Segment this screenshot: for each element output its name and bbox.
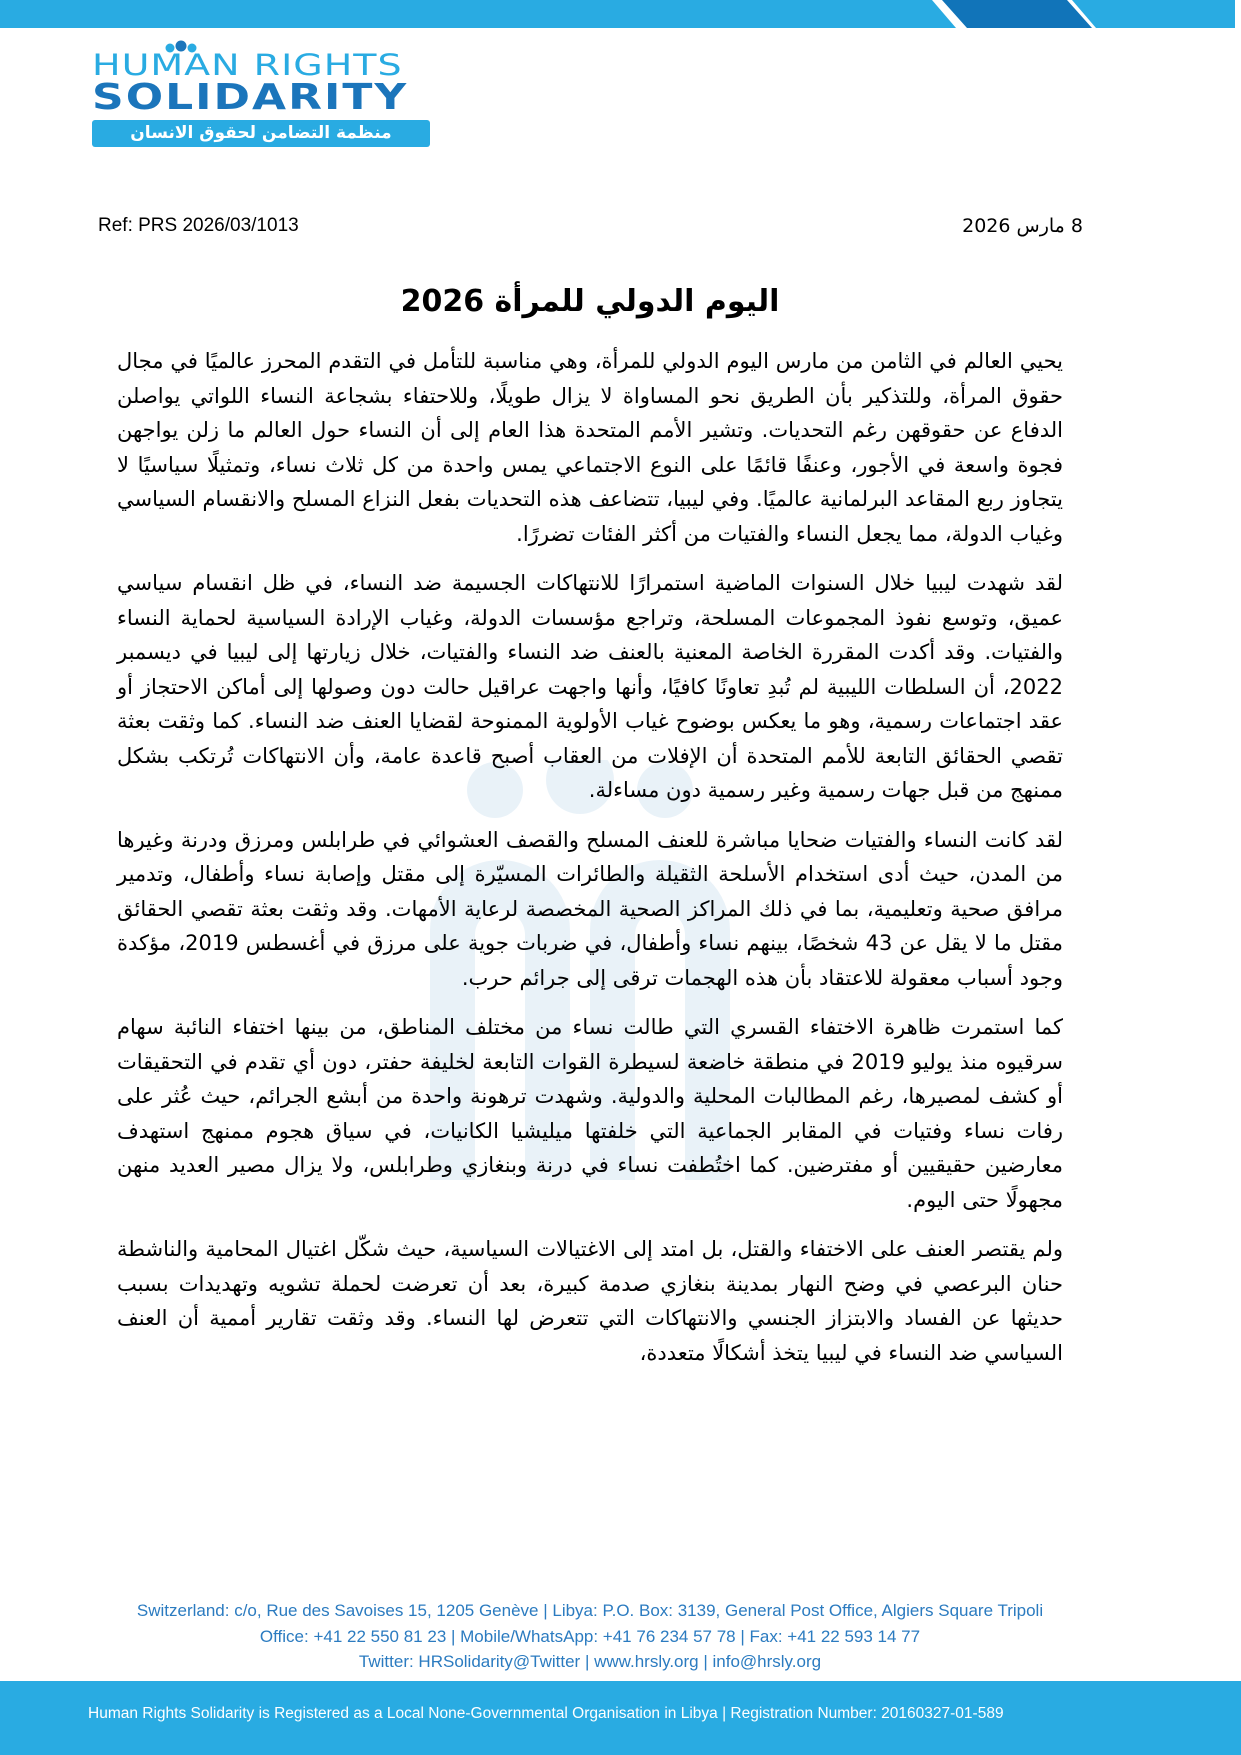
organization-logo xyxy=(92,40,432,150)
footer-contact xyxy=(0,1598,1180,1675)
logo-line-2: SOLIDARITY xyxy=(92,76,409,118)
document-date: 8 مارس 2026 xyxy=(962,215,1083,237)
footer-address: Switzerland: c/o, Rue des Savoises 15, 1205 Genève | Libya: P.O. Box: 3139, General Post Office, Algiers Square Tripoli xyxy=(136,1601,1044,1620)
band-stripe-icon xyxy=(0,0,1235,28)
footer-band xyxy=(0,1681,1241,1755)
reference-number: Ref: PRS 2026/03/1013 xyxy=(98,215,299,236)
top-decorative-band xyxy=(0,0,1235,28)
logo-arabic-tagline: منظمة التضامن لحقوق الانسان xyxy=(92,120,430,147)
document-body xyxy=(117,344,1063,1385)
page-title: اليوم الدولي للمرأة 2026 xyxy=(400,284,780,319)
footer-web-links: Twitter: HRSolidarity@Twitter | www.hrsly.org | info@hrsly.org xyxy=(358,1652,822,1671)
body-paragraph: يحيي العالم في الثامن من مارس اليوم الدولي للمرأة، وهي مناسبة للتأمل في التقدم المحرز عالميًا في مجال حقوق المرأة، وللتذكير بأن الطريق نحو المساواة لا يزال طويلًا، وللاحتفاء بشجاعة النساء اللواتي يواصلن الدفاع عن حقوقهن رغم التحديات. وتشير الأمم المتحدة هذا العام إلى أن النساء حول العالم ما زلن يواجهن فجوة واسعة في الأجور، وعنفًا قائمًا على النوع الاجتماعي يمس واحدة من كل ثلاث نساء، وتمثيلًا سياسيًا لا يتجاوز ربع المقاعد البرلمانية عالميًا. وفي ليبيا، تتضاعف هذه التحديات بفعل النزاع المسلح والانقسام السياسي وغياب الدولة، مما يجعل النساء والفتيات من أكثر الفئات تضررًا. xyxy=(117,349,1063,546)
body-paragraph: لقد شهدت ليبيا خلال السنوات الماضية استمرارًا للانتهاكات الجسيمة ضد النساء، في ظل انقسام سياسي عميق، وتوسع نفوذ المجموعات المسلحة، وتراجع مؤسسات الدولة، وغياب الإرادة السياسية لحماية النساء والفتيات. وقد أكدت المقررة الخاصة المعنية بالعنف ضد النساء والفتيات، خلال زيارتها إلى ليبيا في ديسمبر 2022، أن السلطات الليبية لم تُبدِ تعاونًا كافيًا، وأنها واجهت عراقيل حالت دون وصولها إلى أماكن الاحتجاز أو عقد اجتماعات رسمية، وهو ما يعكس بوضوح غياب الأولوية الممنوحة لقضايا العنف ضد النساء. كما وثقت بعثة تقصي الحقائق التابعة للأمم المتحدة أن الإفلات من العقاب أصبح قاعدة عامة، وأن الانتهاكات تُرتكب بشكل ممنهج من قبل جهات رسمية وغير رسمية دون مساءلة. xyxy=(117,571,1063,802)
body-paragraph: كما استمرت ظاهرة الاختفاء القسري التي طالت نساء من مختلف المناطق، من بينها اختفاء النائبة سهام سرقيوه منذ يوليو 2019 في منطقة خاضعة لسيطرة القوات التابعة لخليفة حفتر، دون أي تقدم في التحقيقات أو كشف لمصيرها، رغم المطالبات المحلية والدولية. وشهدت ترهونة واحدة من أبشع الجرائم، حيث عُثر على رفات نساء وفتيات في المقابر الجماعية التي خلفتها ميليشيا الكانيات، في سياق هجوم ممنهج استهدف معارضين حقيقيين أو مفترضين. كما اختُطفت نساء في درنة وبنغازي وطرابلس، ولا يزال مصير العديد منهن مجهولًا حتى اليوم. xyxy=(117,1015,1063,1212)
footer-phones: Office: +41 22 550 81 23 | Mobile/WhatsApp: +41 76 234 57 78 | Fax: +41 22 593 14 77 xyxy=(259,1626,921,1646)
body-paragraph: ولم يقتصر العنف على الاختفاء والقتل، بل امتد إلى الاغتيالات السياسية، حيث شكّل اغتيال المحامية والناشطة حنان البرعصي في وضح النهار بمدينة بنغازي صدمة كبيرة، بعد أن تعرضت لحملة تشويه وتهديدات بسبب حديثها عن الفساد والابتزاز الجنسي والانتهاكات التي تتعرض لها النساء. وقد وثقت تقارير أممية أن العنف السياسي ضد النساء في ليبيا يتخذ أشكالًا متعددة، xyxy=(117,1237,1063,1365)
body-paragraph: لقد كانت النساء والفتيات ضحايا مباشرة للعنف المسلح والقصف العشوائي في طرابلس ومرزق ودرنة وغيرها من المدن، حيث أدى استخدام الأسلحة الثقيلة والطائرات المسيّرة إلى مقتل وإصابة نساء وأطفال، وتدمير مرافق صحية وتعليمية، بما في ذلك المراكز الصحية المخصصة لرعاية الأمهات. وقد وثقت بعثة تقصي الحقائق مقتل ما لا يقل عن 43 شخصًا، بينهم نساء وأطفال، في ضربات جوية على مرزق في أغسطس 2019، مؤكدة وجود أسباب معقولة للاعتقاد بأن هذه الهجمات ترقى إلى جرائم حرب. xyxy=(117,827,1063,990)
registration-notice: Human Rights Solidarity is Registered as a Local None-Governmental Organisation in Libya | Registration Number: 20160327-01-589 xyxy=(88,1705,1004,1722)
logo-line-1: HUMAN RIGHTS xyxy=(92,47,403,82)
